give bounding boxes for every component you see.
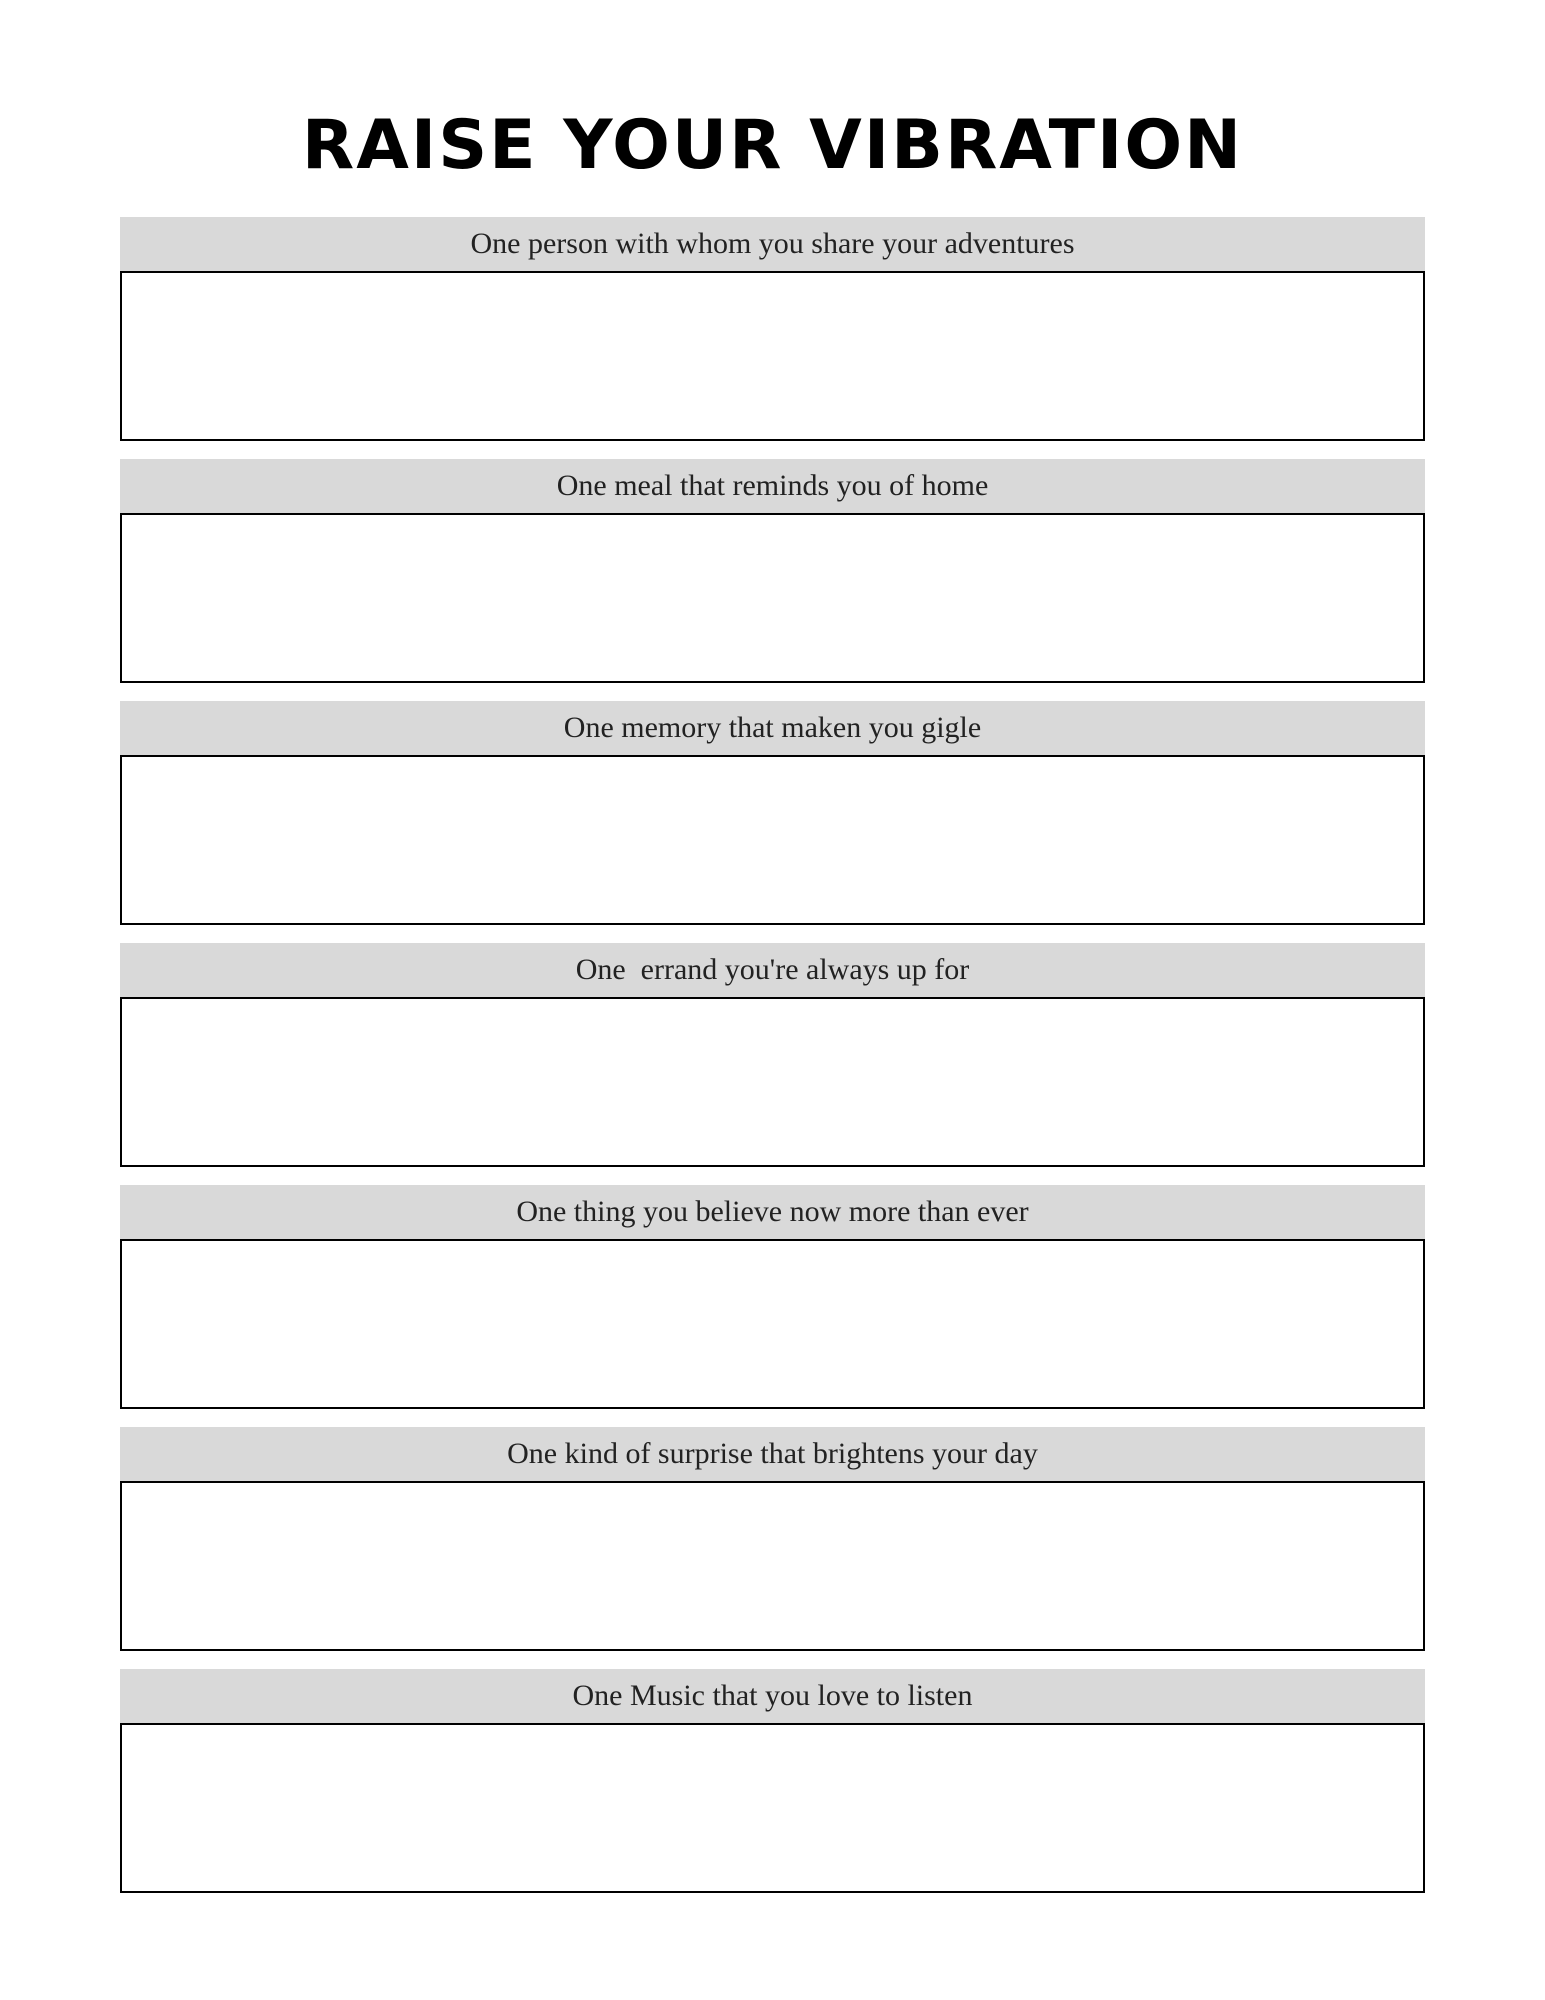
prompt-section-adventure-person <box>120 217 1425 441</box>
answer-box[interactable] <box>120 1481 1425 1651</box>
prompt-label: One errand you're always up for <box>120 943 1425 997</box>
answer-box[interactable] <box>120 271 1425 441</box>
prompt-section-home-meal <box>120 459 1425 683</box>
answer-box[interactable] <box>120 997 1425 1167</box>
prompt-section-giggle-memory <box>120 701 1425 925</box>
answer-box[interactable] <box>120 1239 1425 1409</box>
prompt-label: One kind of surprise that brightens your day <box>120 1427 1425 1481</box>
answer-box[interactable] <box>120 755 1425 925</box>
prompt-section-belief <box>120 1185 1425 1409</box>
prompt-section-errand <box>120 943 1425 1167</box>
prompt-label: One person with whom you share your adventures <box>120 217 1425 271</box>
prompt-label: One meal that reminds you of home <box>120 459 1425 513</box>
prompt-section-music <box>120 1669 1425 1893</box>
prompt-label: One thing you believe now more than ever <box>120 1185 1425 1239</box>
page-title: RAISE YOUR VIBRATION <box>301 106 1244 185</box>
prompt-label: One memory that maken you gigle <box>120 701 1425 755</box>
prompt-section-surprise <box>120 1427 1425 1651</box>
prompt-label: One Music that you love to listen <box>120 1669 1425 1723</box>
answer-box[interactable] <box>120 1723 1425 1893</box>
answer-box[interactable] <box>120 513 1425 683</box>
